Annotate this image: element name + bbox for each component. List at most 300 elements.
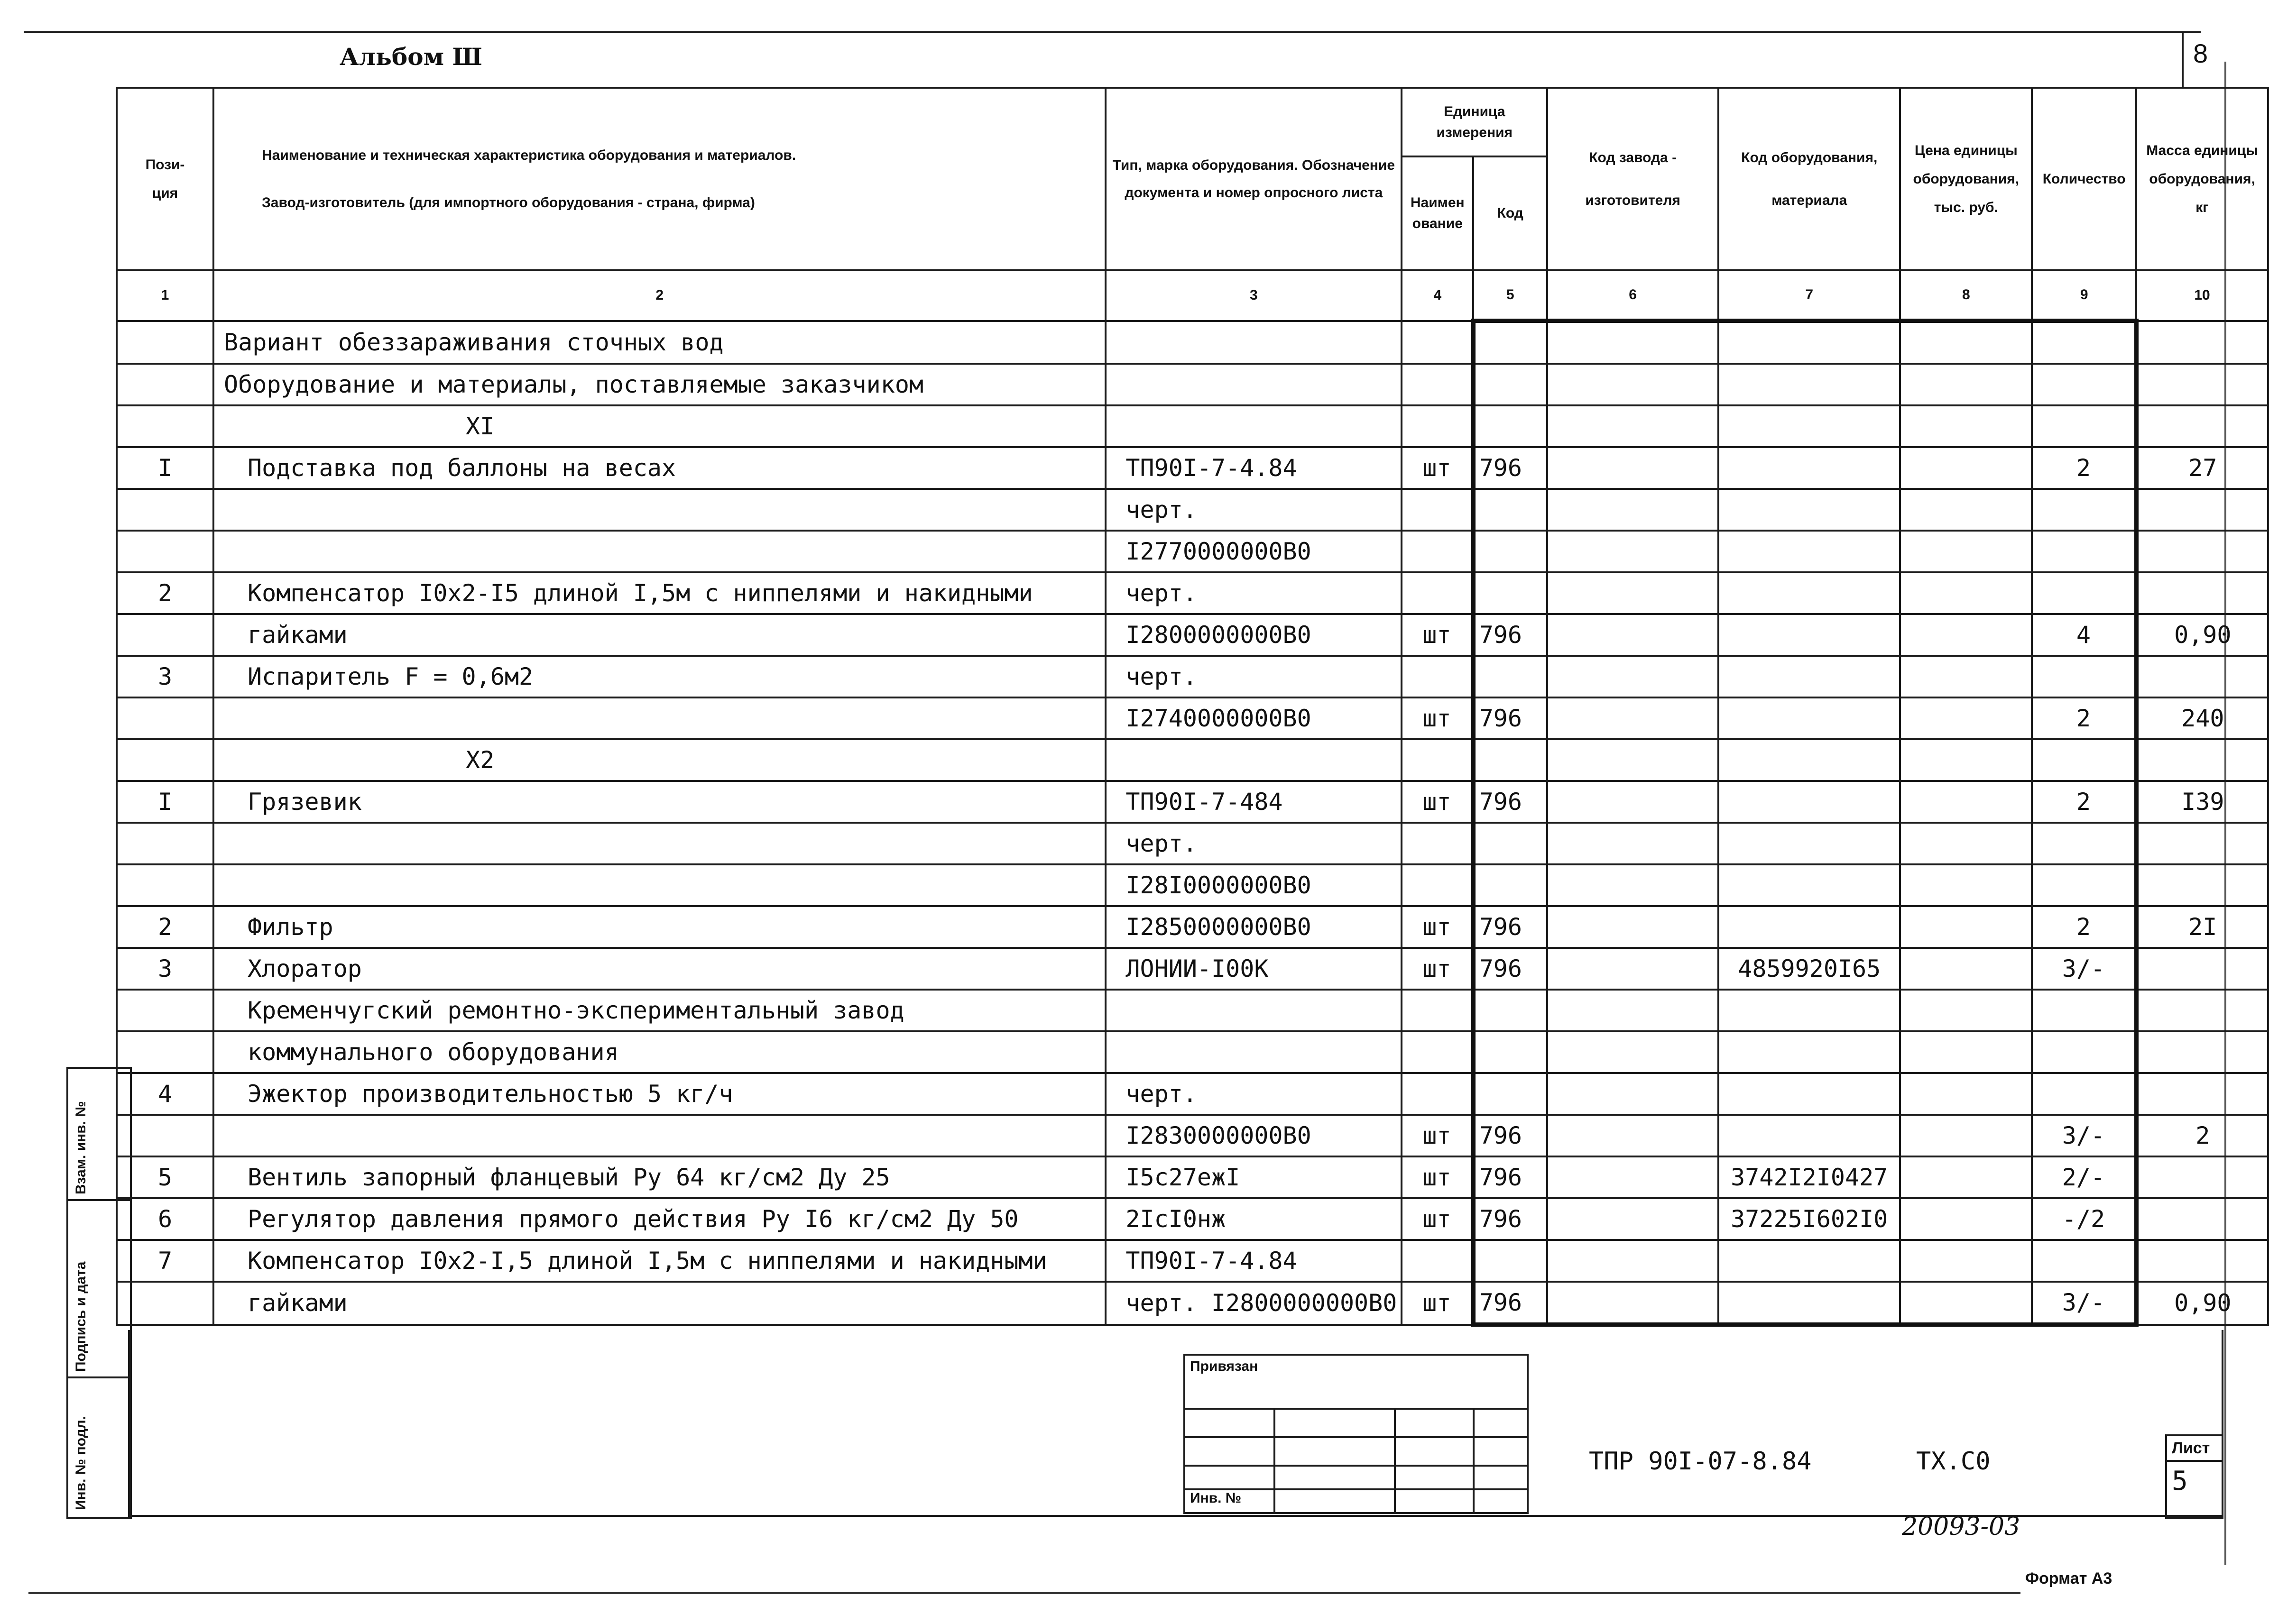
factory-code-cell xyxy=(1547,781,1718,823)
equipment-code-cell xyxy=(1718,1115,1900,1156)
unit-code-cell xyxy=(1473,572,1547,614)
name-cell xyxy=(213,823,1106,864)
type-cell: I2850000000B0 xyxy=(1106,906,1402,948)
equipment-code-cell xyxy=(1718,1240,1900,1282)
type-cell: I5с27ежI xyxy=(1106,1156,1402,1198)
column-number: 10 xyxy=(2136,270,2268,321)
mass-cell: 2 xyxy=(2136,1115,2268,1156)
mass-cell: 0,90 xyxy=(2136,614,2268,656)
equipment-code-cell xyxy=(1718,321,1900,364)
unit-cell xyxy=(1402,864,1473,906)
quantity-cell xyxy=(2032,656,2136,697)
mass-cell: 0,90 xyxy=(2136,1282,2268,1325)
quantity-cell xyxy=(2032,990,2136,1031)
table-row xyxy=(117,1240,2268,1282)
type-cell: черт. xyxy=(1106,489,1402,531)
equipment-code-cell: 37225I602I0 xyxy=(1718,1198,1900,1240)
factory-code-cell xyxy=(1547,864,1718,906)
price-cell xyxy=(1900,656,2032,697)
unit-cell xyxy=(1402,1031,1473,1073)
name-cell: Вариант обеззараживания сточных вод xyxy=(213,321,1106,364)
header-equipment-code: Код оборудования, материала xyxy=(1718,88,1900,270)
quantity-cell xyxy=(2032,405,2136,447)
price-cell xyxy=(1900,697,2032,739)
stamp-signature-label: Подпись и дата xyxy=(73,1261,89,1372)
bottom-frame-line xyxy=(28,1592,2020,1594)
quantity-cell: 2/- xyxy=(2032,1156,2136,1198)
factory-code-cell xyxy=(1547,823,1718,864)
mass-cell xyxy=(2136,321,2268,364)
stamp-cell-signature xyxy=(68,1201,130,1378)
mass-cell xyxy=(2136,489,2268,531)
header-name-line2: Завод-изготовитель (для импортного оборудования - страна, фирма) xyxy=(262,194,755,211)
header-type: Тип, марка оборудования. Обозначение документа и номер опросного листа xyxy=(1106,88,1402,270)
column-number-row xyxy=(117,270,2268,321)
mass-cell: 240 xyxy=(2136,697,2268,739)
factory-code-cell xyxy=(1547,614,1718,656)
top-border-line xyxy=(24,31,2201,33)
unit-cell: шт xyxy=(1402,1115,1473,1156)
binding-col-line xyxy=(1273,1408,1275,1512)
column-number: 2 xyxy=(213,270,1106,321)
unit-code-cell xyxy=(1473,656,1547,697)
page-number-divider xyxy=(2182,31,2184,88)
unit-cell xyxy=(1402,656,1473,697)
stamp-cell-inventory xyxy=(68,1378,130,1515)
name-cell: Испаритель F = 0,6м2 xyxy=(213,656,1106,697)
unit-cell xyxy=(1402,489,1473,531)
name-cell xyxy=(213,697,1106,739)
type-cell: I2800000000B0 xyxy=(1106,614,1402,656)
type-cell: черт. I2800000000B0 xyxy=(1106,1282,1402,1325)
position-cell xyxy=(117,739,213,781)
quantity-cell xyxy=(2032,1073,2136,1115)
header-position: Пози- ция xyxy=(117,88,213,270)
unit-code-cell: 796 xyxy=(1473,697,1547,739)
unit-code-cell: 796 xyxy=(1473,781,1547,823)
type-cell: черт. xyxy=(1106,823,1402,864)
factory-code-cell xyxy=(1547,1073,1718,1115)
name-cell: Хлоратор xyxy=(213,948,1106,990)
inventory-label: Инв. № xyxy=(1190,1490,1242,1506)
factory-code-cell xyxy=(1547,1198,1718,1240)
position-cell: 2 xyxy=(117,572,213,614)
price-cell xyxy=(1900,1240,2032,1282)
price-cell xyxy=(1900,990,2032,1031)
handwritten-number: 20093-03 xyxy=(1902,1513,2020,1541)
equipment-code-cell xyxy=(1718,990,1900,1031)
factory-code-cell xyxy=(1547,1156,1718,1198)
price-cell xyxy=(1900,531,2032,572)
position-cell: 4 xyxy=(117,1073,213,1115)
name-cell: гайками xyxy=(213,1282,1106,1325)
equipment-specification-table xyxy=(116,87,2269,1327)
unit-code-cell: 796 xyxy=(1473,1198,1547,1240)
name-cell xyxy=(213,531,1106,572)
position-cell xyxy=(117,531,213,572)
mass-cell: 2I xyxy=(2136,906,2268,948)
equipment-code-cell xyxy=(1718,906,1900,948)
position-cell xyxy=(117,697,213,739)
mass-cell xyxy=(2136,656,2268,697)
column-number: 7 xyxy=(1718,270,1900,321)
table-row xyxy=(117,656,2268,697)
equipment-code-cell xyxy=(1718,823,1900,864)
position-cell: 7 xyxy=(117,1240,213,1282)
table-row xyxy=(117,1156,2268,1198)
name-cell: Грязевик xyxy=(213,781,1106,823)
name-cell xyxy=(213,1115,1106,1156)
type-cell: I2740000000B0 xyxy=(1106,697,1402,739)
mass-cell xyxy=(2136,739,2268,781)
bound-label: Привязан xyxy=(1190,1358,1258,1374)
price-cell xyxy=(1900,614,2032,656)
header-row xyxy=(117,88,2268,156)
unit-cell: шт xyxy=(1402,447,1473,489)
quantity-cell: -/2 xyxy=(2032,1198,2136,1240)
price-cell xyxy=(1900,364,2032,405)
quantity-cell: 2 xyxy=(2032,447,2136,489)
position-cell xyxy=(117,823,213,864)
unit-code-cell: 796 xyxy=(1473,948,1547,990)
type-cell xyxy=(1106,1031,1402,1073)
column-number: 3 xyxy=(1106,270,1402,321)
position-cell: 3 xyxy=(117,656,213,697)
header-quantity: Количество xyxy=(2032,88,2136,270)
unit-code-cell xyxy=(1473,321,1547,364)
price-cell xyxy=(1900,739,2032,781)
table-row xyxy=(117,781,2268,823)
type-cell xyxy=(1106,321,1402,364)
mass-cell: 27 xyxy=(2136,447,2268,489)
unit-cell xyxy=(1402,823,1473,864)
name-cell xyxy=(213,864,1106,906)
mass-cell xyxy=(2136,1240,2268,1282)
unit-cell xyxy=(1402,405,1473,447)
position-cell: 3 xyxy=(117,948,213,990)
name-cell xyxy=(213,489,1106,531)
quantity-cell xyxy=(2032,572,2136,614)
unit-code-cell xyxy=(1473,823,1547,864)
unit-code-cell xyxy=(1473,364,1547,405)
price-cell xyxy=(1900,1031,2032,1073)
equipment-code-cell xyxy=(1718,531,1900,572)
name-cell: Оборудование и материалы, поставляемые заказчиком xyxy=(213,364,1106,405)
name-cell: Регулятор давления прямого действия Ру I6 кг/см2 Ду 50 xyxy=(213,1198,1106,1240)
sheet-box xyxy=(2165,1434,2223,1519)
mass-cell xyxy=(2136,1198,2268,1240)
equipment-code-cell xyxy=(1718,1073,1900,1115)
column-number: 6 xyxy=(1547,270,1718,321)
equipment-code-cell xyxy=(1718,697,1900,739)
stamp-replacement-label: Взам. инв. № xyxy=(73,1101,89,1194)
table-row xyxy=(117,739,2268,781)
mass-cell xyxy=(2136,823,2268,864)
format-label: Формат А3 xyxy=(2025,1569,2112,1587)
sheet-number: 5 xyxy=(2172,1466,2188,1496)
equipment-code-cell xyxy=(1718,781,1900,823)
unit-cell xyxy=(1402,1240,1473,1282)
price-cell xyxy=(1900,1156,2032,1198)
mass-cell xyxy=(2136,864,2268,906)
unit-code-cell xyxy=(1473,990,1547,1031)
unit-cell xyxy=(1402,531,1473,572)
unit-code-cell: 796 xyxy=(1473,1156,1547,1198)
unit-code-cell xyxy=(1473,489,1547,531)
stamp-inventory-label: Инв. № подл. xyxy=(73,1415,89,1510)
price-cell xyxy=(1900,321,2032,364)
page-number: 8 xyxy=(2193,38,2208,68)
quantity-cell: 3/- xyxy=(2032,1115,2136,1156)
factory-code-cell xyxy=(1547,447,1718,489)
unit-code-cell xyxy=(1473,864,1547,906)
factory-code-cell xyxy=(1547,1115,1718,1156)
mass-cell xyxy=(2136,572,2268,614)
mass-cell xyxy=(2136,531,2268,572)
unit-cell: шт xyxy=(1402,1198,1473,1240)
factory-code-cell xyxy=(1547,906,1718,948)
table-row xyxy=(117,697,2268,739)
unit-cell: шт xyxy=(1402,697,1473,739)
factory-code-cell xyxy=(1547,948,1718,990)
quantity-cell xyxy=(2032,1031,2136,1073)
equipment-code-cell xyxy=(1718,656,1900,697)
type-cell: ТП90I-7-4.84 xyxy=(1106,447,1402,489)
factory-code-cell xyxy=(1547,364,1718,405)
mass-cell xyxy=(2136,1156,2268,1198)
type-cell: ТП90I-7-484 xyxy=(1106,781,1402,823)
equipment-code-cell xyxy=(1718,405,1900,447)
name-cell: Кременчугский ремонтно-экспериментальный завод xyxy=(213,990,1106,1031)
equipment-code-cell xyxy=(1718,614,1900,656)
type-cell: ЛОНИИ-I00К xyxy=(1106,948,1402,990)
price-cell xyxy=(1900,864,2032,906)
quantity-cell xyxy=(2032,531,2136,572)
mass-cell xyxy=(2136,948,2268,990)
binding-col-line xyxy=(1473,1408,1475,1512)
binding-row-line xyxy=(1185,1465,1527,1467)
factory-code-cell xyxy=(1547,697,1718,739)
unit-code-cell: 796 xyxy=(1473,447,1547,489)
type-cell xyxy=(1106,405,1402,447)
column-number: 4 xyxy=(1402,270,1473,321)
table-row xyxy=(117,1282,2268,1325)
quantity-cell xyxy=(2032,364,2136,405)
header-name-line1: Наименование и техническая характеристика оборудования и материалов. xyxy=(262,147,796,163)
factory-code-cell xyxy=(1547,572,1718,614)
table-row xyxy=(117,948,2268,990)
quantity-cell xyxy=(2032,1240,2136,1282)
unit-cell: шт xyxy=(1402,781,1473,823)
quantity-cell: 2 xyxy=(2032,906,2136,948)
table-row xyxy=(117,990,2268,1031)
table-row xyxy=(117,1031,2268,1073)
unit-code-cell xyxy=(1473,739,1547,781)
column-number: 1 xyxy=(117,270,213,321)
binding-block xyxy=(1183,1354,1529,1514)
factory-code-cell xyxy=(1547,656,1718,697)
factory-code-cell xyxy=(1547,405,1718,447)
header-price: Цена единицы оборудования, тыс. руб. xyxy=(1900,88,2032,270)
table-row xyxy=(117,531,2268,572)
price-cell xyxy=(1900,781,2032,823)
side-stamp xyxy=(66,1067,132,1519)
position-cell xyxy=(117,614,213,656)
position-cell: I xyxy=(117,781,213,823)
position-cell xyxy=(117,405,213,447)
equipment-code-cell xyxy=(1718,739,1900,781)
quantity-cell: 3/- xyxy=(2032,948,2136,990)
unit-cell xyxy=(1402,572,1473,614)
table-row xyxy=(117,1073,2268,1115)
equipment-code-cell xyxy=(1718,1031,1900,1073)
type-cell xyxy=(1106,364,1402,405)
table-row xyxy=(117,614,2268,656)
unit-code-cell xyxy=(1473,1031,1547,1073)
quantity-cell xyxy=(2032,823,2136,864)
position-cell: 6 xyxy=(117,1198,213,1240)
price-cell xyxy=(1900,1282,2032,1325)
header-factory-code: Код завода - изготовителя xyxy=(1547,88,1718,270)
type-cell: черт. xyxy=(1106,572,1402,614)
sheet-label: Лист xyxy=(2172,1439,2210,1457)
quantity-cell xyxy=(2032,739,2136,781)
header-name xyxy=(213,88,1106,270)
name-cell: гайками xyxy=(213,614,1106,656)
unit-cell: шт xyxy=(1402,906,1473,948)
factory-code-cell xyxy=(1547,990,1718,1031)
mass-cell xyxy=(2136,364,2268,405)
factory-code-cell xyxy=(1547,1282,1718,1325)
factory-code-cell xyxy=(1547,1031,1718,1073)
price-cell xyxy=(1900,948,2032,990)
specification-rows xyxy=(117,321,2268,1325)
bottom-frame xyxy=(128,1330,2223,1517)
unit-cell xyxy=(1402,321,1473,364)
name-cell: Вентиль запорный фланцевый Ру 64 кг/см2 Ду 25 xyxy=(213,1156,1106,1198)
quantity-cell xyxy=(2032,489,2136,531)
album-label: Альбом Ш xyxy=(340,43,482,71)
equipment-code-cell: 4859920I65 xyxy=(1718,948,1900,990)
quantity-cell: 4 xyxy=(2032,614,2136,656)
quantity-cell: 2 xyxy=(2032,697,2136,739)
unit-code-cell: 796 xyxy=(1473,906,1547,948)
header-unit-code: Код xyxy=(1473,156,1547,270)
binding-row-line xyxy=(1185,1408,1527,1410)
mass-cell: I39 xyxy=(2136,781,2268,823)
price-cell xyxy=(1900,1198,2032,1240)
position-cell xyxy=(117,489,213,531)
binding-col-line xyxy=(1394,1408,1396,1512)
header-unit-name: Наименование xyxy=(1402,156,1473,270)
factory-code-cell xyxy=(1547,739,1718,781)
unit-code-cell: 796 xyxy=(1473,1282,1547,1325)
table-row xyxy=(117,823,2268,864)
price-cell xyxy=(1900,1115,2032,1156)
unit-cell xyxy=(1402,739,1473,781)
table-row xyxy=(117,1198,2268,1240)
type-cell: I2770000000B0 xyxy=(1106,531,1402,572)
price-cell xyxy=(1900,572,2032,614)
header-unit-group: Единица измерения xyxy=(1402,88,1547,156)
type-cell xyxy=(1106,739,1402,781)
position-cell xyxy=(117,321,213,364)
quantity-cell xyxy=(2032,321,2136,364)
name-cell: Компенсатор I0х2-I,5 длиной I,5м с ниппелями и накидными xyxy=(213,1240,1106,1282)
name-cell: X2 xyxy=(213,739,1106,781)
position-cell xyxy=(117,364,213,405)
unit-cell xyxy=(1402,990,1473,1031)
table-row xyxy=(117,405,2268,447)
table-row xyxy=(117,321,2268,364)
unit-cell xyxy=(1402,364,1473,405)
position-cell: 5 xyxy=(117,1156,213,1198)
unit-code-cell xyxy=(1473,531,1547,572)
unit-code-cell: 796 xyxy=(1473,614,1547,656)
table-row xyxy=(117,906,2268,948)
price-cell xyxy=(1900,823,2032,864)
unit-code-cell: 796 xyxy=(1473,1115,1547,1156)
unit-cell: шт xyxy=(1402,1156,1473,1198)
table-row xyxy=(117,447,2268,489)
quantity-cell: 3/- xyxy=(2032,1282,2136,1325)
price-cell xyxy=(1900,1073,2032,1115)
mass-cell xyxy=(2136,1073,2268,1115)
column-number: 5 xyxy=(1473,270,1547,321)
factory-code-cell xyxy=(1547,489,1718,531)
sheet-code: ТХ.С0 xyxy=(1916,1447,1991,1476)
type-cell: I28I0000000B0 xyxy=(1106,864,1402,906)
type-cell: ТП90I-7-4.84 xyxy=(1106,1240,1402,1282)
type-cell: черт. xyxy=(1106,1073,1402,1115)
factory-code-cell xyxy=(1547,531,1718,572)
equipment-code-cell xyxy=(1718,447,1900,489)
table-row xyxy=(117,1115,2268,1156)
position-cell: I xyxy=(117,447,213,489)
price-cell xyxy=(1900,489,2032,531)
stamp-cell-replacement xyxy=(68,1069,130,1201)
document-code: ТПР 90I-07-8.84 xyxy=(1589,1447,1812,1476)
table-row xyxy=(117,364,2268,405)
position-cell xyxy=(117,864,213,906)
quantity-cell xyxy=(2032,864,2136,906)
position-cell: 2 xyxy=(117,906,213,948)
factory-code-cell xyxy=(1547,321,1718,364)
sheet-divider xyxy=(2167,1460,2222,1462)
unit-cell: шт xyxy=(1402,948,1473,990)
name-cell: коммунального оборудования xyxy=(213,1031,1106,1073)
mass-cell xyxy=(2136,1031,2268,1073)
equipment-code-cell xyxy=(1718,572,1900,614)
equipment-code-cell xyxy=(1718,364,1900,405)
price-cell xyxy=(1900,447,2032,489)
unit-code-cell xyxy=(1473,1240,1547,1282)
binding-row-line xyxy=(1185,1436,1527,1438)
type-cell: 2IсI0нж xyxy=(1106,1198,1402,1240)
mass-cell xyxy=(2136,405,2268,447)
table-row xyxy=(117,572,2268,614)
unit-cell xyxy=(1402,1073,1473,1115)
price-cell xyxy=(1900,906,2032,948)
header-mass: Масса единицы оборудования, кг xyxy=(2136,88,2268,270)
name-cell: Подставка под баллоны на весах xyxy=(213,447,1106,489)
name-cell: XI xyxy=(213,405,1106,447)
equipment-code-cell xyxy=(1718,489,1900,531)
type-cell xyxy=(1106,990,1402,1031)
type-cell: черт. xyxy=(1106,656,1402,697)
table-row xyxy=(117,864,2268,906)
name-cell: Фильтр xyxy=(213,906,1106,948)
